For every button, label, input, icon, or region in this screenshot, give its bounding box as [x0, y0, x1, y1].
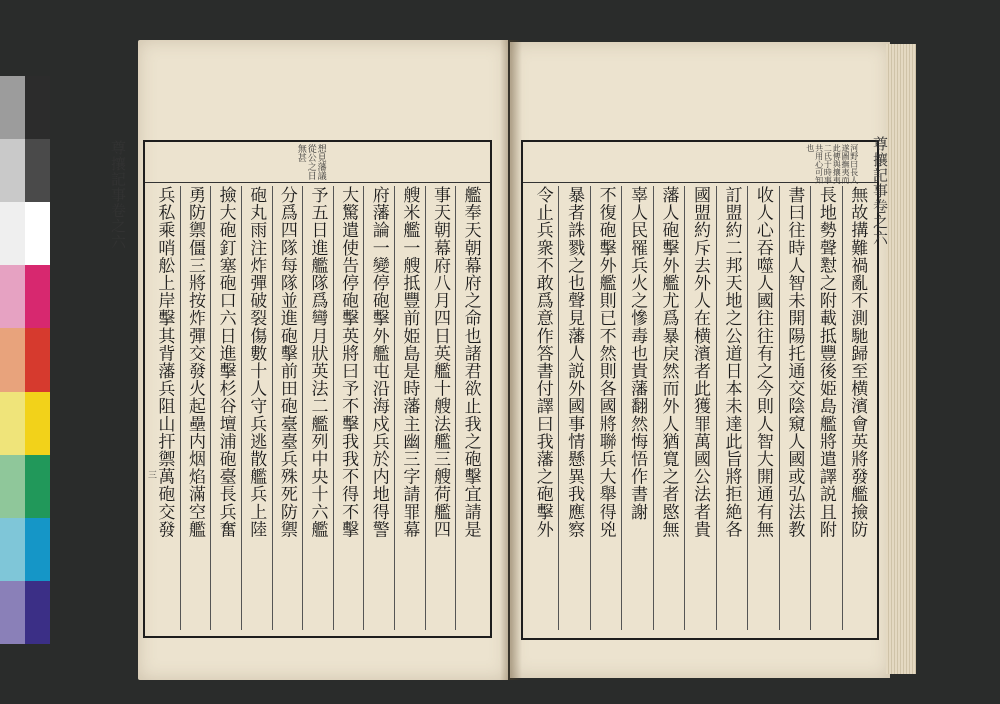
color-patch	[25, 139, 50, 202]
left-text-frame	[143, 140, 492, 638]
column-rule	[180, 186, 181, 630]
text-column: 大驚遣使告停砲擊英將曰予不擊我我不得不擊	[338, 186, 359, 538]
strip-row	[0, 139, 50, 202]
color-patch	[0, 265, 25, 328]
column-rule	[455, 186, 456, 630]
column-rule	[210, 186, 211, 630]
column-rule	[241, 186, 242, 630]
text-column: 撿大砲釘塞砲口六日進擊杉谷壇浦砲臺長兵奮	[215, 186, 236, 538]
text-column: 府藩論一變停砲擊外艦屯沿海戍兵於内地得警	[368, 186, 389, 538]
left-header-title: 尊攘記事	[109, 140, 127, 203]
column-rule	[810, 186, 811, 630]
color-patch	[25, 265, 50, 328]
color-patch	[0, 202, 25, 265]
text-column: 事天朝幕府八月四日英艦十艘法艦三艘荷艦四	[430, 186, 451, 538]
column-rule	[425, 186, 426, 630]
color-patch	[0, 139, 25, 202]
strip-row	[0, 455, 50, 518]
column-rule	[394, 186, 395, 630]
text-column: 長地勢聲懟之附載抵豐後姫島艦將遣譯説且附	[815, 186, 836, 538]
strip-row	[0, 76, 50, 139]
column-rule	[779, 186, 780, 630]
column-rule	[716, 186, 717, 630]
text-column: 兵私乘哨舩上岸擊其背藩兵阻山扞禦萬砲交發	[154, 186, 175, 538]
color-patch	[25, 581, 50, 644]
color-patch	[0, 392, 25, 455]
color-patch	[0, 455, 25, 518]
text-column: 藩人砲擊外艦尤爲暴戾然而外人猶寬之者愍無	[658, 186, 679, 538]
text-column: 勇防禦僵三將按炸彈交發火起壘内烟焰滿空艦	[184, 186, 205, 538]
left-folio: 三	[146, 470, 156, 479]
strip-row	[0, 392, 50, 455]
text-column: 不復砲擊外艦則已不然則各國將聯兵大舉得兇	[595, 186, 616, 538]
column-rule	[333, 186, 334, 630]
color-patch	[25, 202, 50, 265]
color-patch	[0, 328, 25, 391]
color-patch	[25, 392, 50, 455]
color-patch	[25, 328, 50, 391]
book-gutter	[500, 40, 522, 680]
right-text-frame	[521, 140, 879, 640]
right-header-volume: 卷之六	[871, 198, 889, 246]
column-rule	[302, 186, 303, 630]
column-rule	[842, 186, 843, 630]
text-column: 砲丸雨注炸彈破裂傷數十人守兵逃散艦兵上陸	[246, 186, 267, 538]
page-edges	[886, 44, 916, 674]
column-rule	[684, 186, 685, 630]
color-patch	[25, 455, 50, 518]
column-rule	[621, 186, 622, 630]
color-patch	[25, 76, 50, 139]
text-column: 國盟約斥去外人在横濱者此獲罪萬國公法者貴	[690, 186, 710, 538]
strip-row	[0, 265, 50, 328]
text-column: 予五日進艦隊爲彎月狀英法二艦列中央十六艦	[307, 186, 328, 538]
column-rule	[363, 186, 364, 630]
right-header	[872, 136, 887, 336]
left-top-note: 想見藩議從公之日無甚	[295, 144, 326, 180]
text-column: 暴者誅戮之也聲見藩人説外國事情懸異我應察	[564, 186, 585, 538]
right-top-note: 河野曰長人遂圖撫夷而此傳與攘夷二氏于時事共用心可知也	[805, 144, 859, 184]
text-column: 艦奉天朝幕府之命也諸君欲止我之砲擊宜請是	[460, 186, 481, 538]
left-header	[110, 140, 125, 310]
strip-row	[0, 518, 50, 581]
color-patch	[0, 581, 25, 644]
column-rule	[747, 186, 748, 630]
text-column: 辜人民罹兵火之慘毒也貴藩翻然悔悟作書謝	[627, 186, 648, 521]
text-column: 無故搆難禍亂不測馳歸至横濱會英將發艦撿防	[847, 186, 868, 538]
text-column: 分爲四隊每隊並進砲擊前田砲臺臺兵殊死防禦	[276, 186, 297, 538]
strip-row	[0, 202, 50, 265]
text-column: 訂盟約二邦天地之公道日本未達此旨將拒絶各	[721, 186, 742, 538]
left-header-volume: 卷之六	[109, 202, 127, 250]
right-header-title: 尊攘記事	[871, 136, 889, 199]
column-rule	[272, 186, 273, 630]
text-column: 艘米艦一艘抵豐前姫島是時藩主幽三字請罪幕	[399, 186, 420, 538]
strip-row	[0, 581, 50, 644]
color-patch	[25, 518, 50, 581]
color-patch	[0, 518, 25, 581]
text-column: 收人心吞噬人國往往有之今則人智大開通有無	[752, 186, 773, 538]
color-patch	[0, 76, 25, 139]
text-column: 書曰往時人智未開陽托通交陰窺人國或弘法教	[784, 186, 805, 538]
text-column: 令止兵衆不敢爲意作答書付譯曰我藩之砲擊外	[532, 186, 553, 538]
color-calibration-strip	[0, 76, 50, 644]
column-rule	[590, 186, 591, 630]
column-rule	[653, 186, 654, 630]
column-rule	[558, 186, 559, 630]
strip-row	[0, 328, 50, 391]
